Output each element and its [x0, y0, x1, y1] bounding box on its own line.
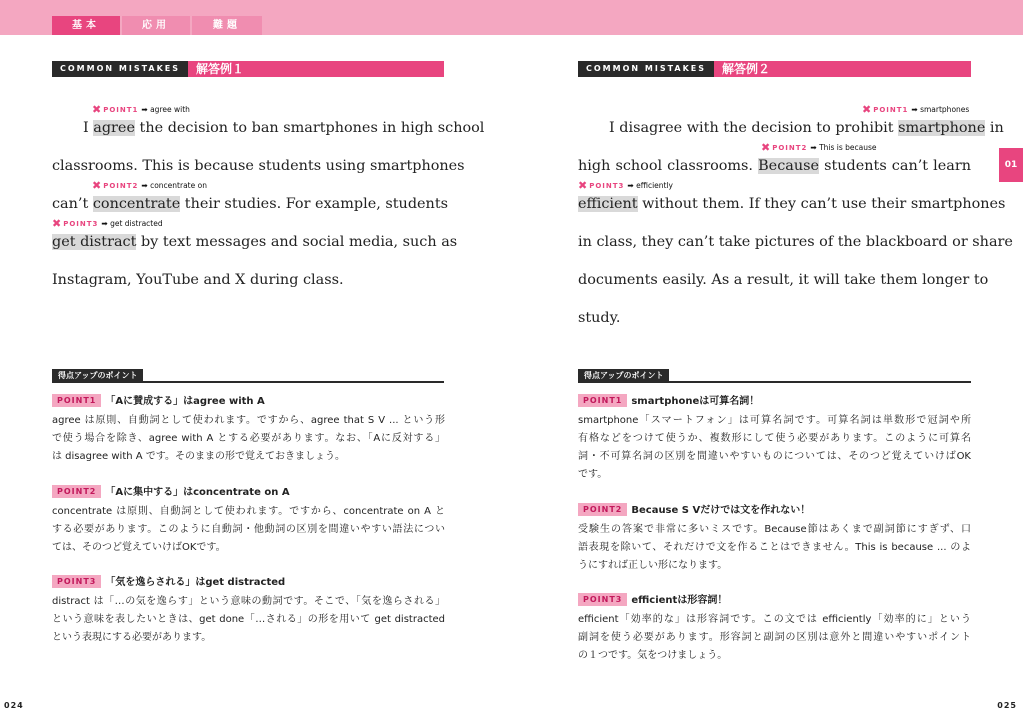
point-explanation: efficient「効率的な」は形容詞です。この文では efficiently「効率的に」という 副詞を使う必要があります。形容詞と副詞の区別は意外と間違いやすいポイント の１つです。気をつけましょう。 — [578, 614, 971, 661]
cross-icon: ✖ — [52, 217, 62, 230]
error-highlight: agree — [93, 120, 135, 136]
point-explanation: smartphone「スマートフォン」は可算名詞です。可算名詞は単数形で冠詞や所 有格などをつけて使うか、複数形にして使う必要があります。このように可算名 詞・不可算名詞の区別を間違いやすいものについては、そのつど覚えていけばOK です。 — [578, 415, 971, 480]
point-badge: POINT2 — [52, 485, 101, 498]
essay-line: classrooms. This is because students using smartphones — [52, 158, 465, 174]
right-section-header — [578, 61, 971, 77]
point-heading: 「Aに集中する」はconcentrate on A — [105, 487, 290, 498]
point-item — [578, 503, 971, 575]
common-mistakes-label: COMMON MISTAKES — [52, 61, 188, 77]
essay-line: documents easily. As a result, it will take them longer to — [578, 272, 989, 288]
error-highlight: concentrate — [92, 196, 181, 212]
correction-mark-point2: ✖ POINT2 ➡ concentrate on — [92, 179, 207, 192]
point-heading: smartphoneは可算名詞！ — [631, 396, 760, 407]
point-heading: 「Aに賛成する」はagree with A — [105, 396, 265, 407]
point-item — [52, 575, 445, 647]
cross-icon: ✖ — [862, 103, 872, 116]
common-mistakes-label: COMMON MISTAKES — [578, 61, 714, 77]
left-section-header — [52, 61, 444, 77]
point-explanation: 受験生の答案で非常に多いミスです。Because節はあくまで副詞節にすぎず、口 語表現を除いて、それだけで文を作ることはできません。This is because ... のよ うにすれば正しい形になります。 — [578, 524, 971, 571]
cross-icon: ✖ — [92, 179, 102, 192]
essay-line: can’t concentrate their studies. For example, students — [52, 196, 448, 212]
tab-applied[interactable]: 応用 — [122, 16, 190, 35]
point-heading: efficientは形容詞！ — [631, 595, 728, 606]
point-badge: POINT3 — [52, 575, 101, 588]
essay-line: Instagram, YouTube and X during class. — [52, 272, 344, 288]
page-number: 025 — [997, 701, 1017, 710]
essay-line: study. — [578, 310, 621, 326]
correction-mark-point3: ✖ POINT3 ➡ get distracted — [52, 217, 163, 230]
correction-mark-point2: ✖ POINT2 ➡ This is because — [761, 141, 877, 154]
left-essay — [52, 100, 485, 300]
essay-line: I agree the decision to ban smartphones in high school — [83, 120, 485, 136]
error-highlight: Because — [758, 158, 820, 174]
point-explanation: concentrate は原則、自動詞として使われます。ですから、concentrate on A と する必要があります。このように自動詞・他動詞の区別を間違いやすい語法につい ては、そのつど覚えていけばOKです。 — [52, 506, 445, 553]
point-explanation: distract は「…の気を逸らす」という意味の動詞です。そこで、「気を逸らされる」 という意味を表したいときは、get done「…される」の形を用いて get distracted という表現にする必要があります。 — [52, 596, 445, 643]
tab-basic[interactable]: 基本 — [52, 16, 120, 35]
point-heading: Because S Vだけでは文を作れない！ — [631, 505, 811, 516]
answer-example-title: 解答例２ — [714, 61, 971, 77]
correction-mark-point1: ✖ POINT1 ➡ agree with — [92, 103, 190, 116]
point-item — [52, 485, 445, 557]
score-up-points-header: 得点アップのポイント — [52, 369, 143, 382]
answer-example-title: 解答例１ — [188, 61, 444, 77]
error-highlight: get distract — [52, 234, 137, 250]
essay-line: in class, they can’t take pictures of the blackboard or share — [578, 234, 1013, 250]
error-highlight: efficient — [578, 196, 638, 212]
section-rule — [578, 381, 971, 383]
point-item — [578, 394, 971, 484]
point-badge: POINT1 — [578, 394, 627, 407]
point-item — [578, 593, 971, 665]
point-badge: POINT3 — [578, 593, 627, 606]
tab-difficult[interactable]: 難題 — [192, 16, 262, 35]
point-badge: POINT2 — [578, 503, 627, 516]
cross-icon: ✖ — [761, 141, 771, 154]
section-rule — [52, 381, 444, 383]
cross-icon: ✖ — [578, 179, 588, 192]
score-up-points-header: 得点アップのポイント — [578, 369, 669, 382]
point-item — [52, 394, 445, 466]
essay-line: I disagree with the decision to prohibit smartphone in — [609, 120, 1004, 136]
level-tabs — [52, 16, 264, 35]
point-badge: POINT1 — [52, 394, 101, 407]
correction-mark-point1: ✖ POINT1 ➡ smartphones — [862, 103, 970, 116]
cross-icon: ✖ — [92, 103, 102, 116]
essay-line: efficient without them. If they can’t use their smartphones — [578, 196, 1006, 212]
error-highlight: smartphone — [898, 120, 986, 136]
essay-line: high school classrooms. Because students can’t learn — [578, 158, 972, 174]
essay-line: get distract by text messages and social media, such as — [52, 234, 458, 250]
correction-mark-point3: ✖ POINT3 ➡ efficiently — [578, 179, 673, 192]
point-heading: 「気を逸らされる」はget distracted — [105, 577, 286, 588]
page-number: 024 — [4, 701, 24, 710]
chapter-side-tab[interactable]: 01 — [999, 148, 1023, 182]
point-explanation: agree は原則、自動詞として使われます。ですから、agree that S V ... という形 で使う場合を除き、agree with A とする必要があります。なお、「Aに反対する」 は disagree with A です。そのままの形で覚えておきましょう。 — [52, 415, 445, 462]
